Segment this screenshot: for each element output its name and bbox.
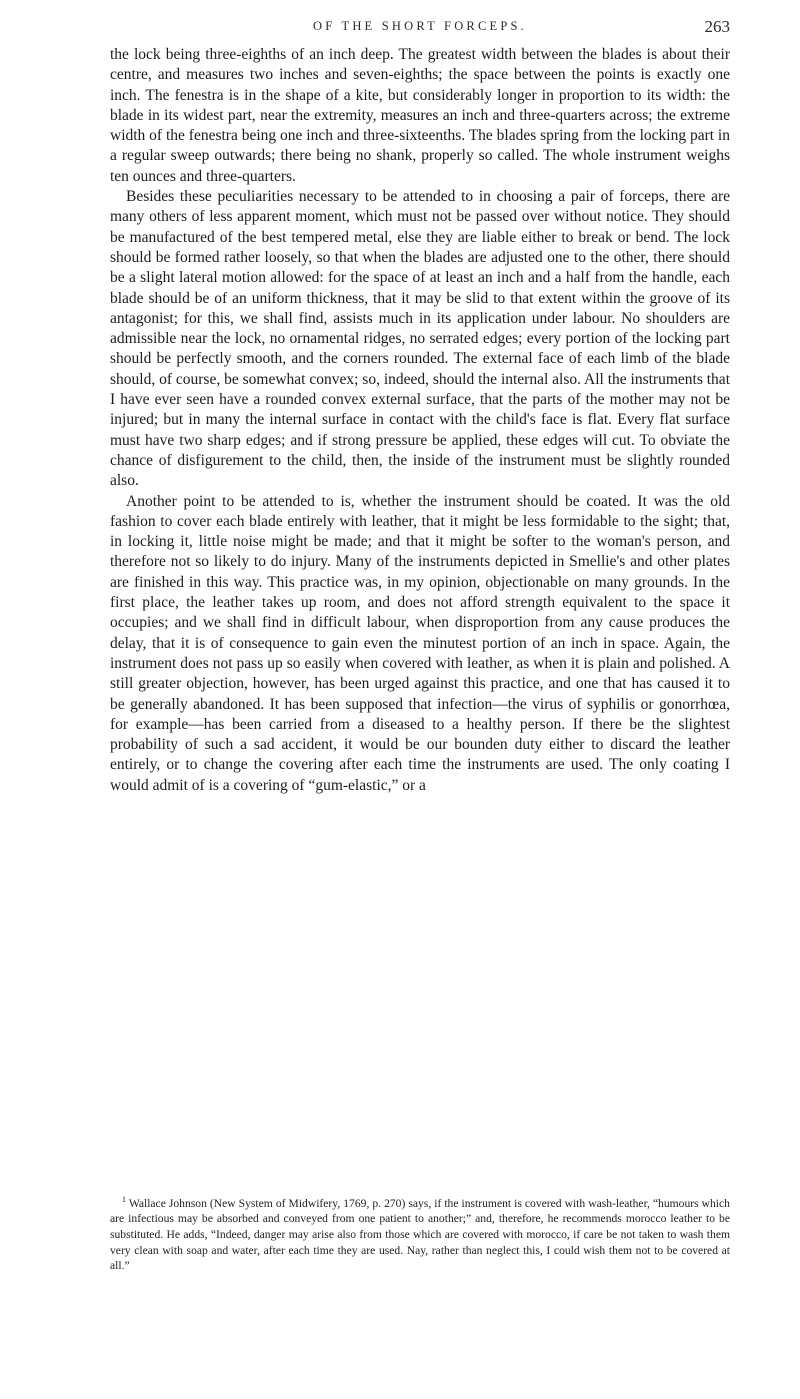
paragraph-continued: the lock being three-eighths of an inch deep. The greatest width between the blades is about their centre, and measures two inches and seven-eighths; the space between the points is exactly one inch. The fenestra is in the shape of a kite, but considerably longer in proportion to its width: the blade in its widest part, near the extremity, measures an inch and three-quarters across; the extreme width of the fenestra being one inch and three-sixteenths. The blades spring from the locking part in a regular sweep outwards; there being no shank, properly so called. The whole instrument weighs ten ounces and three-quarters. [110,46,730,185]
footnotes [110,1192,730,1274]
running-head [110,17,730,41]
footnote-marker: 1 [122,1195,126,1204]
paragraph-coating: Another point to be attended to is, whether the instrument should be coated. It was the old fashion to cover each blade entirely with leather, that it might be less formidable to the sight; that, in locking it, little noise might be made; and that it might be softer to the woman's person, and therefore not so likely to do injury. Many of the instruments depicted in Smellie's and other plates are finished in this way. This practice was, in my opinion, objectionable on many grounds. In the first place, the leather takes up room, and does not afford strength equivalent to the space it occupies; and we shall find in difficult labour, when disproportion from any cause produces the delay, that it is of consequence to gain even the minutest portion of an inch in space. Again, the instrument does not pass up so easily when covered with leather, as when it is plain and polished. A still greater objection, however, has been urged against this practice, and one that has caused it to be generally abandoned. It has been supposed that infection—the virus of syphilis or gonorrhœa, for example—has been carried from a diseased to a healthy person. If there be the slightest probability of such a sad accident, it would be our bounden duty either to discard the leather entirely, or to change the covering after each time the instruments are used. The only coating I would admit of is a covering of “gum-elastic,” or a [110,492,730,794]
page-number: 263 [704,17,730,36]
body-text [110,45,730,796]
footnote-text: Wallace Johnson (New System of Midwifery, 1769, p. 270) says, if the instrument is covered with wash-leather, “humours which are infectious may be absorbed and conveyed from one patient to another;” and, therefore, he recommends morocco leather to be substituted. He adds, “Indeed, danger may arise also from those which are covered with morocco, if care be not taken to wash them very clean with soap and water, after each time they are used. Nay, rather than neglect this, I could wish them not to be covered at all.” [110,1196,730,1273]
running-title: OF THE SHORT FORCEPS. [313,19,527,33]
paragraph-forceps-peculiarities: Besides these peculiarities necessary to be attended to in choosing a pair of forceps, there are many others of less apparent moment, which must not be passed over without notice. They should be manufactured of the best tempered metal, else they are liable either to break or bend. The lock should be formed rather loosely, so that when the blades are adjusted one to the other, there should be a slight lateral motion allowed: for the space of at least an inch and a half from the handle, each blade should be of an uniform thickness, that it may be slid to that extent within the groove of its antagonist; for this, we shall find, assists much in its application under labour. No shoulders are admissible near the lock, no ornamental ridges, no serrated edges; every portion of the locking part should be perfectly smooth, and the corners rounded. The external face of each limb of the blade should, of course, be somewhat convex; so, indeed, should the internal also. All the instruments that I have ever seen have a rounded convex external surface, that the parts of the mother may not be injured; but in many the internal surface in contact with the child's face is flat. Every flat surface must have two sharp edges; and if strong pressure be applied, these edges will cut. To obviate the chance of disfigurement to the child, then, the inside of the instrument must be slightly rounded also. [110,188,730,490]
footnote [110,1192,730,1274]
